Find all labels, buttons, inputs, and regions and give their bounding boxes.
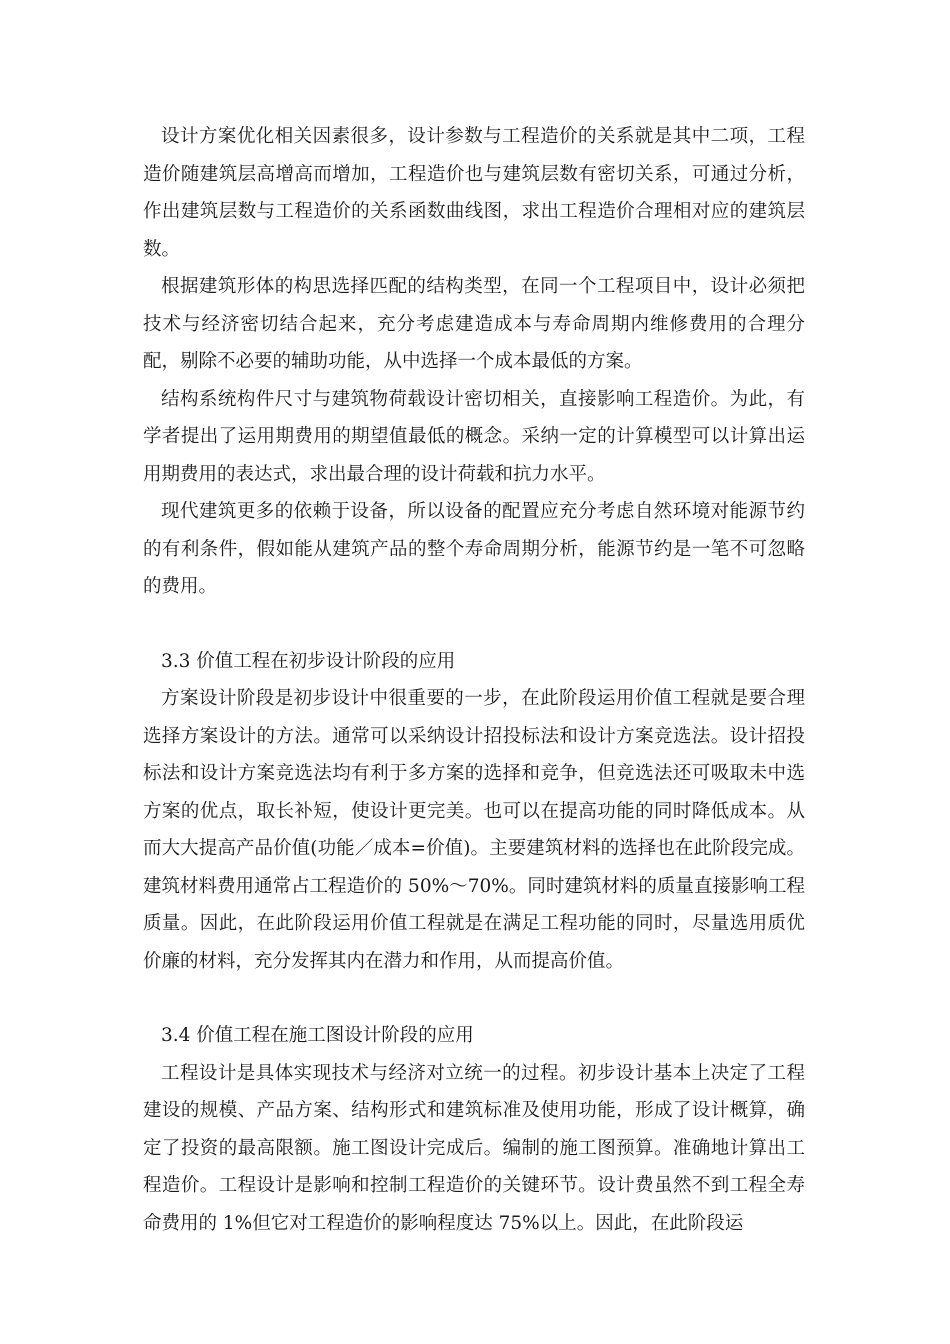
section-heading-3-3: 3.3 价值工程在初步设计阶段的应用 [161, 650, 456, 672]
paragraph-4: 现代建筑更多的依赖于设备，所以设备的配置应充分考虑自然环境对能源节约的有利条件，假如能从建筑产品的整个寿命周期分析，能源节约是一笔不可忽略的费用。 [143, 501, 805, 597]
paragraph-1: 设计方案优化相关因素很多，设计参数与工程造价的关系就是其中二项，工程造价随建筑层高增高而增加，工程造价也与建筑层数有密切关系，可通过分析，作出建筑层数与工程造价的关系函数曲线图，求出工程造价合理相对应的建筑层数。 [143, 126, 805, 260]
paragraph-3: 结构系统构件尺寸与建筑物荷载设计密切相关，直接影响工程造价。为此，有学者提出了运用期费用的期望值最低的概念。采纳一定的计算模型可以计算出运用期费用的表达式，求出最合理的设计荷载和抗力水平。 [143, 388, 805, 485]
paragraph-5: 方案设计阶段是初步设计中很重要的一步，在此阶段运用价值工程就是要合理选择方案设计的方法。通常可以采纳设计招投标法和设计方案竞选法。设计招投标法和设计方案竞选法均有利于多方案的选择和竞争，但竞选法还可吸取未中选方案的优点，取长补短，使设计更完美。也可以在提高功能的同时降低成本。从而大大提高产品价值(功能／成本=价值)。主要建筑材料的选择也在此阶段完成。建筑材料费用通常占工程造价的 50%～70%。同时建筑材料的质量直接影响工程质量。因此，在此阶段运用价值工程就是在满足工程功能的同时，尽量选用质优价廉的材料，充分发挥其内在潜力和作用，从而提高价值。 [143, 688, 805, 972]
paragraph-6: 工程设计是具体实现技术与经济对立统一的过程。初步设计基本上决定了工程建设的规模、产品方案、结构形式和建筑标准及使用功能，形成了设计概算，确定了投资的最高限额。施工图设计完成后。编制的施工图预算。准确地计算出工程造价。工程设计是影响和控制工程造价的关键环节。设计费虽然不到工程全寿命费用的 1%但它对工程造价的影响程度达 75%以上。因此，在此阶段运 [143, 1062, 805, 1234]
section-heading-3-4: 3.4 价值工程在施工图设计阶段的应用 [161, 1025, 474, 1046]
paragraph-2: 根据建筑形体的构思选择匹配的结构类型，在同一个工程项目中，设计必须把技术与经济密切结合起来，充分考虑建造成本与寿命周期内维修费用的合理分配，剔除不必要的辅助功能，从中选择一个成本最低的方案。 [143, 276, 805, 372]
document-body [143, 118, 805, 1242]
